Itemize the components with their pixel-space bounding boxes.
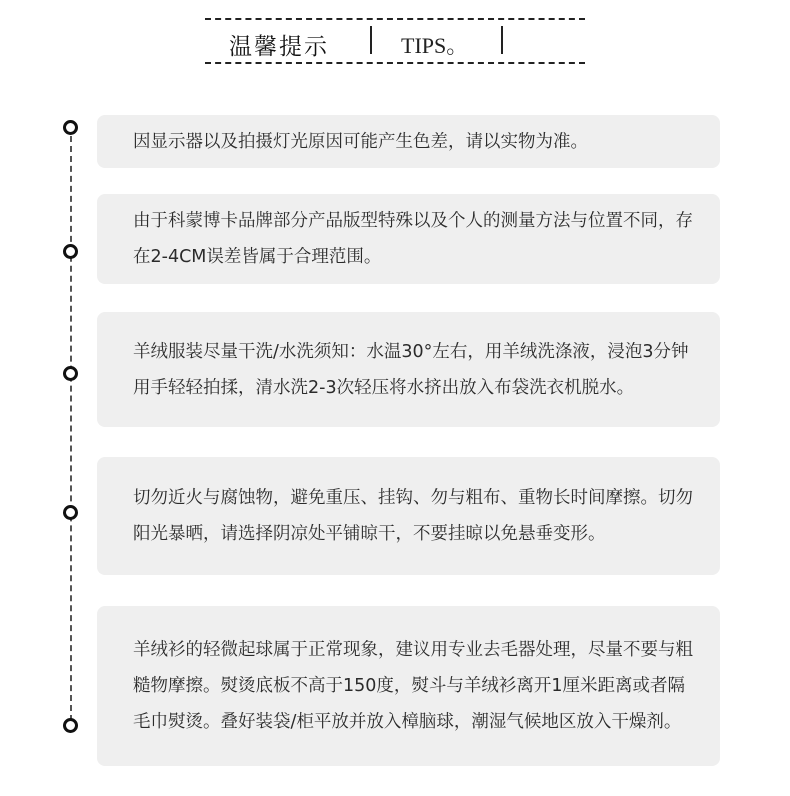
timeline-node-icon (63, 505, 78, 520)
header-separator-left (370, 26, 372, 54)
tip-card (97, 312, 720, 427)
tip-card (97, 194, 720, 284)
timeline-node-icon (63, 244, 78, 259)
tip-text: 因显示器以及拍摄灯光原因可能产生色差，请以实物为准。 (133, 131, 588, 152)
timeline-line (70, 126, 72, 731)
tip-text: 羊绒衫的轻微起球属于正常现象，建议用专业去毛器处理，尽量不要与粗糙物摩擦。熨烫底板不高于150度，熨斗与羊绒衫离开1厘米距离或者隔毛巾熨烫。叠好装袋/柜平放并放入樟脑球，潮湿气候地区放入干燥剂。 (133, 640, 693, 732)
tip-text: 羊绒服装尽量干洗/水洗须知：水温30°左右，用羊绒洗涤液，浸泡3分钟用手轻轻拍揉，清水洗2-3次轻压将水挤出放入布袋洗衣机脱水。 (133, 341, 689, 398)
header-title-english: TIPS。 (401, 33, 469, 58)
timeline-node-icon (63, 120, 78, 135)
header-dashed-rule-top (205, 18, 585, 20)
tip-card (97, 457, 720, 575)
header-title-chinese: 温馨提示 (229, 34, 329, 60)
tip-text: 切勿近火与腐蚀物，避免重压、挂钩、勿与粗布、重物长时间摩擦。切勿阳光暴晒，请选择阴凉处平铺晾干，不要挂晾以免悬垂变形。 (133, 488, 693, 544)
timeline-node-icon (63, 366, 78, 381)
tip-card (97, 115, 720, 168)
header-dashed-rule-bottom (205, 62, 585, 64)
tip-card (97, 606, 720, 766)
header-separator-right (501, 26, 503, 54)
tip-text: 由于科蒙博卡品牌部分产品版型特殊以及个人的测量方法与位置不同，存在2-4CM误差皆属于合理范围。 (133, 211, 693, 267)
timeline-node-icon (63, 718, 78, 733)
tips-header (205, 18, 585, 66)
